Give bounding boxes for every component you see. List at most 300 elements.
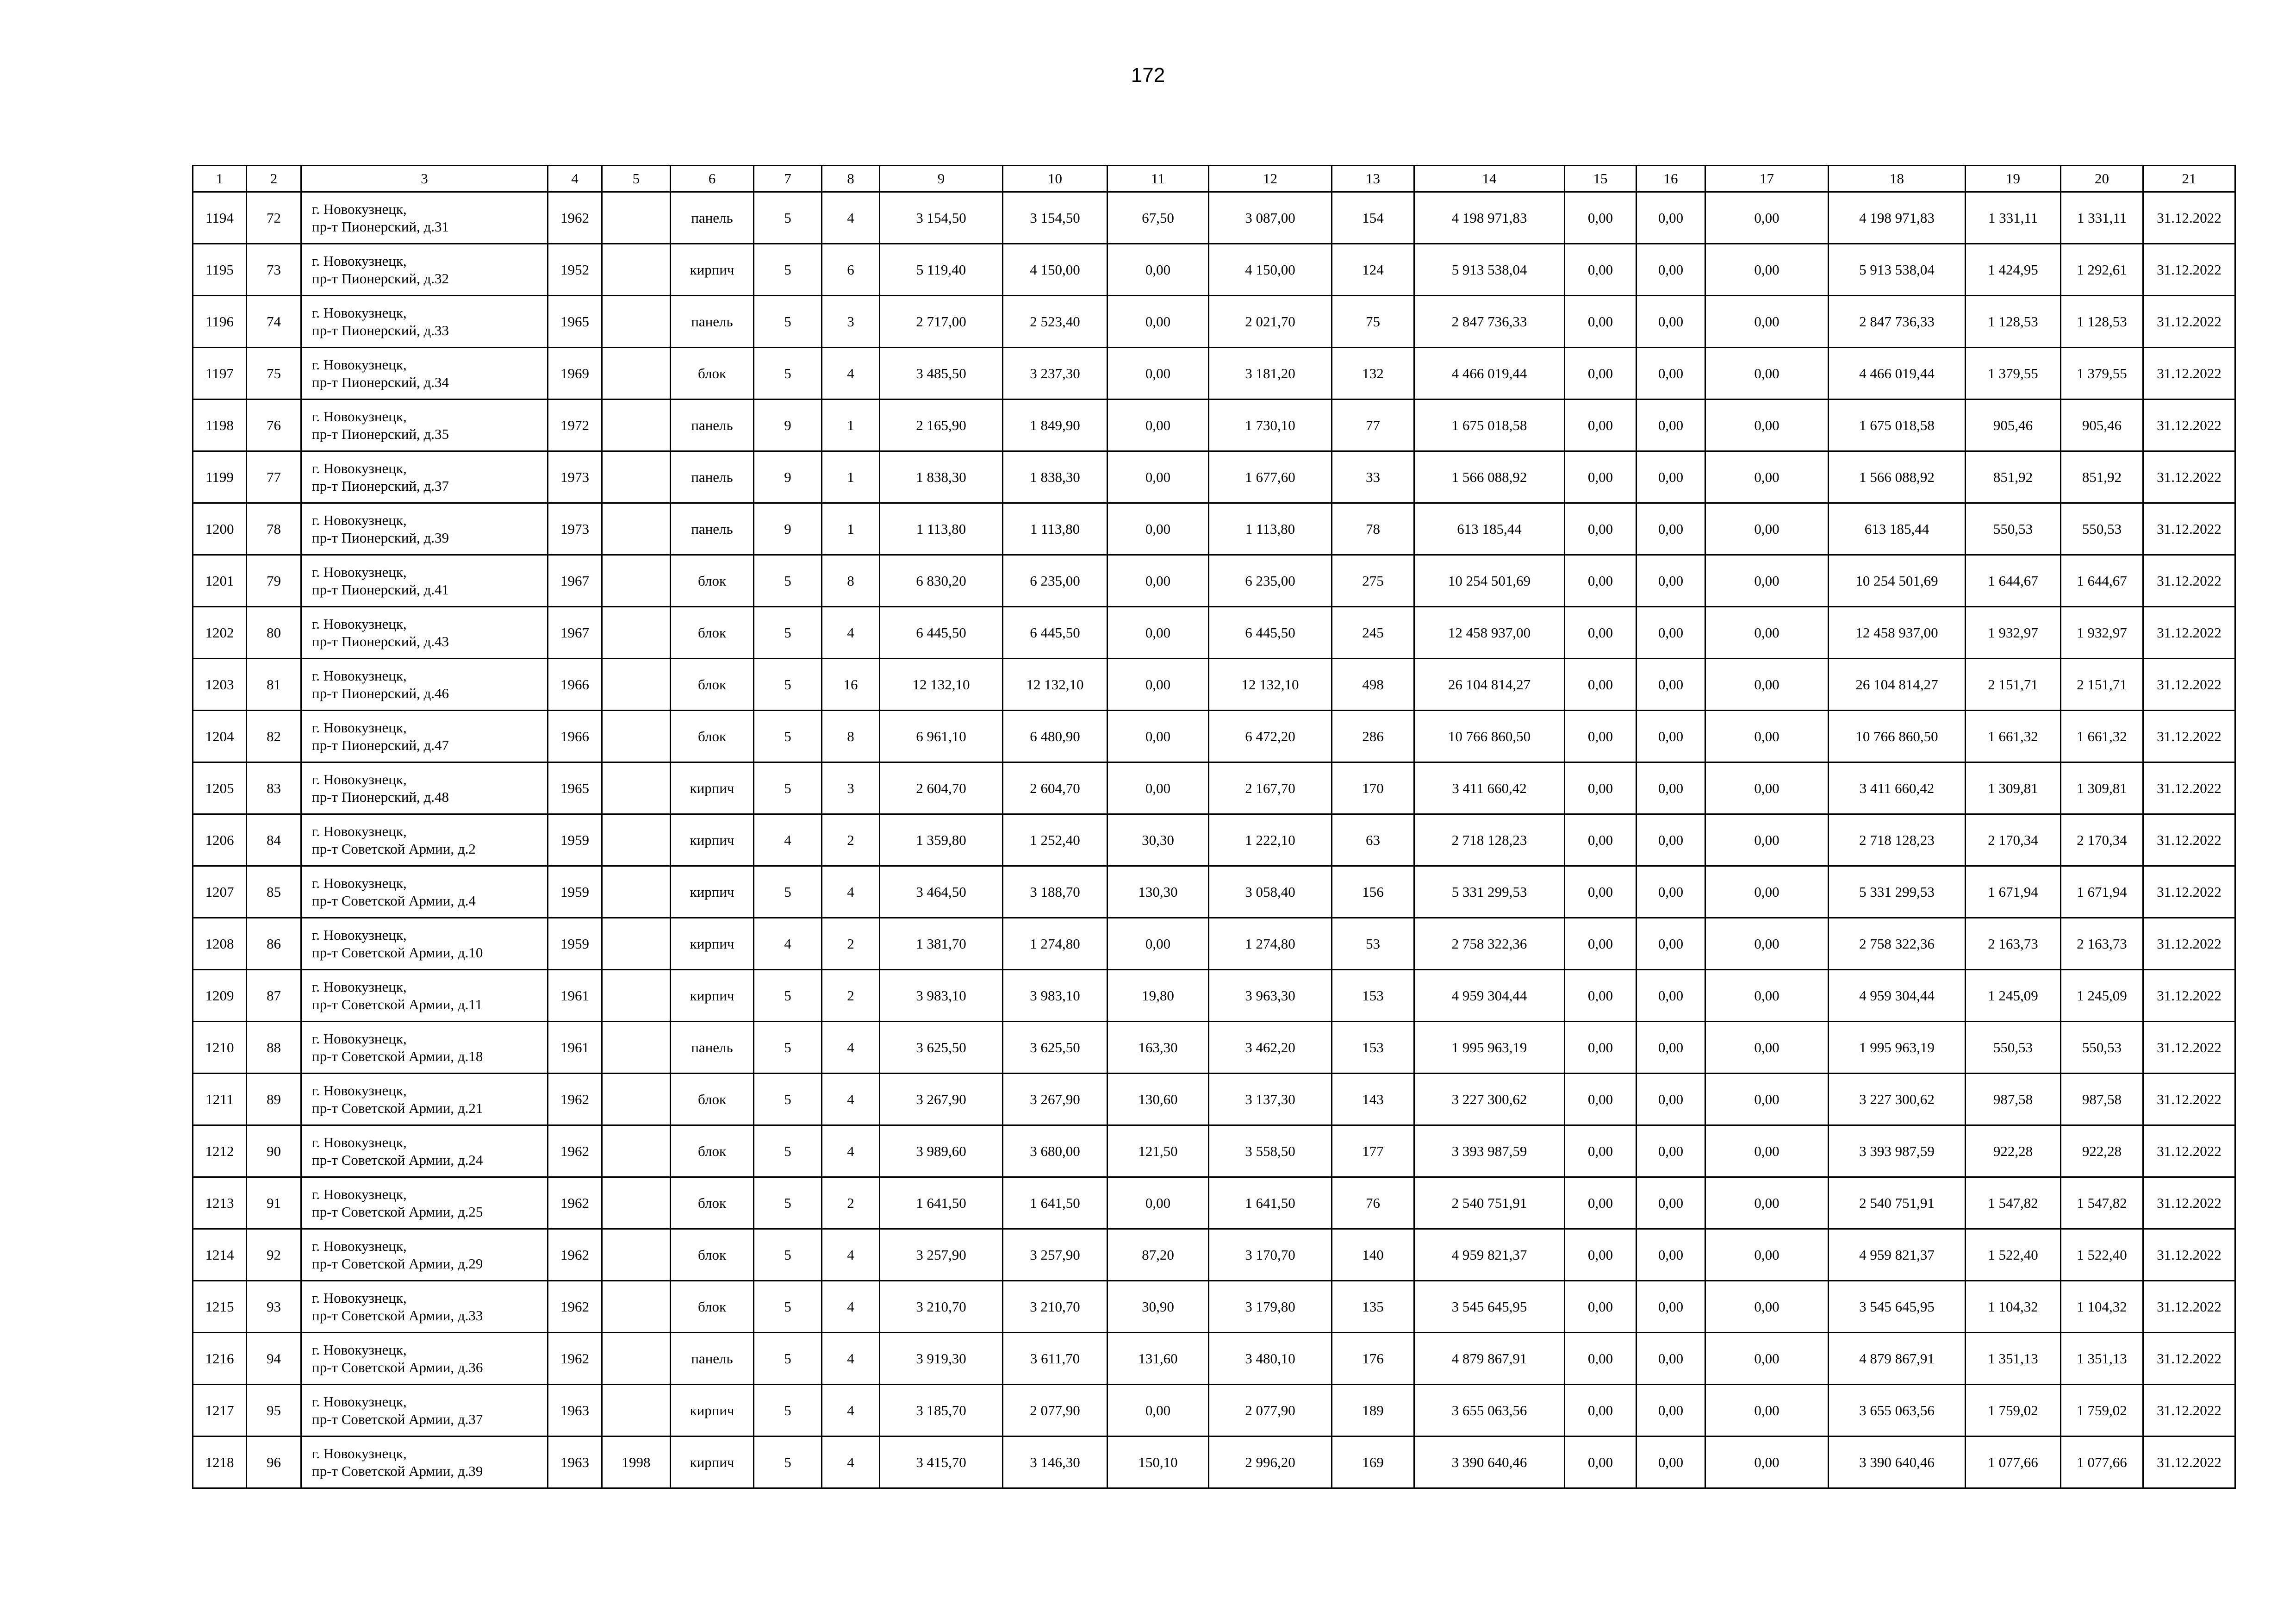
limit-cost-cell: 1 309,81 [2061,762,2143,814]
total-area-cell: 1 381,70 [880,918,1003,970]
premises-area-cell: 12 132,10 [1003,659,1108,711]
local-number-cell: 95 [247,1385,301,1437]
build-year-cell: 1966 [548,659,602,711]
build-year-cell: 1961 [548,970,602,1022]
total-cost-cell: 1 995 963,19 [1414,1022,1565,1074]
specific-cost-cell: 1 661,32 [1966,711,2061,762]
residents-cell: 275 [1332,555,1414,607]
address-street: пр-т Советской Армии, д.36 [312,1359,483,1375]
premises-area-cell: 3 983,10 [1003,970,1108,1022]
address-street: пр-т Пионерский, д.46 [312,685,449,701]
build-year-cell: 1963 [548,1385,602,1437]
reg-number-cell: 1212 [193,1125,247,1177]
address-city: г. Новокузнецк, [312,1289,407,1306]
specific-cost-cell: 1 309,81 [1966,762,2061,814]
residential-area-cell: 3 462,20 [1209,1022,1332,1074]
total-cost-cell: 5 331 299,53 [1414,866,1565,918]
deadline-cell: 31.12.2022 [2143,451,2235,503]
col-15-value-cell: 0,00 [1565,451,1636,503]
table-row [193,918,2235,970]
table-row [193,451,2235,503]
build-year-cell: 1973 [548,451,602,503]
total-cost-cell: 10 254 501,69 [1414,555,1565,607]
total-area-cell: 2 717,00 [880,296,1003,348]
col-15-value-cell: 0,00 [1565,762,1636,814]
table-row [193,1333,2235,1385]
floors-cell: 5 [754,866,822,918]
col-15-value-cell: 0,00 [1565,918,1636,970]
premises-area-cell: 3 237,30 [1003,348,1108,400]
residents-cell: 189 [1332,1385,1414,1437]
wall-material-cell: кирпич [671,244,754,296]
table-row [193,296,2235,348]
total-cost-cell: 5 913 538,04 [1414,244,1565,296]
owners-funds-cell: 4 959 821,37 [1829,1229,1966,1281]
col-16-value-cell: 0,00 [1636,555,1705,607]
col-15-value-cell: 0,00 [1565,814,1636,866]
address-cell [301,970,548,1022]
address-cell [301,659,548,711]
address-cell [301,192,548,244]
total-area-cell: 3 210,70 [880,1281,1003,1333]
address-cell [301,1437,548,1488]
residential-area-cell: 3 170,70 [1209,1229,1332,1281]
residential-area-cell: 1 113,80 [1209,503,1332,555]
col-16-value-cell: 0,00 [1636,814,1705,866]
limit-cost-cell: 1 759,02 [2061,1385,2143,1437]
owners-funds-cell: 12 458 937,00 [1829,607,1966,659]
specific-cost-cell: 2 170,34 [1966,814,2061,866]
address-city: г. Новокузнецк, [312,1186,407,1202]
address-city: г. Новокузнецк, [312,1134,407,1150]
deadline-cell: 31.12.2022 [2143,1385,2235,1437]
floors-cell: 4 [754,918,822,970]
residential-area-cell: 3 087,00 [1209,192,1332,244]
total-area-cell: 2 604,70 [880,762,1003,814]
premises-area-cell: 3 146,30 [1003,1437,1108,1488]
specific-cost-cell: 851,92 [1966,451,2061,503]
limit-cost-cell: 1 671,94 [2061,866,2143,918]
floors-cell: 9 [754,400,822,451]
local-number-cell: 91 [247,1177,301,1229]
reg-number-cell: 1195 [193,244,247,296]
local-number-cell: 89 [247,1074,301,1125]
column-header: 9 [880,166,1003,192]
deadline-cell: 31.12.2022 [2143,1022,2235,1074]
residential-area-cell: 6 235,00 [1209,555,1332,607]
entrances-cell: 1 [822,503,880,555]
floors-cell: 5 [754,659,822,711]
col-16-value-cell: 0,00 [1636,1281,1705,1333]
reg-number-cell: 1210 [193,1022,247,1074]
total-cost-cell: 1 675 018,58 [1414,400,1565,451]
total-area-cell: 12 132,10 [880,659,1003,711]
local-number-cell: 96 [247,1437,301,1488]
residential-area-cell: 1 730,10 [1209,400,1332,451]
address-cell [301,866,548,918]
limit-cost-cell: 2 163,73 [2061,918,2143,970]
col-17-value-cell: 0,00 [1705,762,1829,814]
residential-area-cell: 1 677,60 [1209,451,1332,503]
floors-cell: 5 [754,192,822,244]
build-year-cell: 1967 [548,607,602,659]
address-city: г. Новокузнецк, [312,1445,407,1462]
reg-number-cell: 1196 [193,296,247,348]
residents-cell: 153 [1332,970,1414,1022]
address-street: пр-т Советской Армии, д.10 [312,944,483,961]
total-area-cell: 3 485,50 [880,348,1003,400]
col-16-value-cell: 0,00 [1636,711,1705,762]
col-17-value-cell: 0,00 [1705,970,1829,1022]
col-16-value-cell: 0,00 [1636,400,1705,451]
column-header: 13 [1332,166,1414,192]
owners-funds-cell: 2 540 751,91 [1829,1177,1966,1229]
address-city: г. Новокузнецк, [312,1030,407,1047]
residential-area-cell: 3 137,30 [1209,1074,1332,1125]
floors-cell: 5 [754,1385,822,1437]
col-17-value-cell: 0,00 [1705,1385,1829,1437]
wall-material-cell: кирпич [671,970,754,1022]
renovation-year-cell [602,659,671,711]
entrances-cell: 4 [822,866,880,918]
table-row [193,1229,2235,1281]
area-11-cell: 131,60 [1108,1333,1209,1385]
entrances-cell: 4 [822,1385,880,1437]
area-11-cell: 0,00 [1108,762,1209,814]
col-15-value-cell: 0,00 [1565,400,1636,451]
total-cost-cell: 3 411 660,42 [1414,762,1565,814]
area-11-cell: 0,00 [1108,711,1209,762]
residential-area-cell: 2 996,20 [1209,1437,1332,1488]
col-15-value-cell: 0,00 [1565,192,1636,244]
address-street: пр-т Пионерский, д.34 [312,374,449,390]
deadline-cell: 31.12.2022 [2143,1177,2235,1229]
entrances-cell: 8 [822,555,880,607]
address-city: г. Новокузнецк, [312,1237,407,1254]
local-number-cell: 84 [247,814,301,866]
specific-cost-cell: 1 379,55 [1966,348,2061,400]
specific-cost-cell: 2 163,73 [1966,918,2061,970]
table-body [193,192,2235,1488]
address-city: г. Новокузнецк, [312,563,407,580]
area-11-cell: 121,50 [1108,1125,1209,1177]
specific-cost-cell: 1 128,53 [1966,296,2061,348]
table-row [193,970,2235,1022]
table-row [193,1281,2235,1333]
wall-material-cell: блок [671,1229,754,1281]
area-11-cell: 87,20 [1108,1229,1209,1281]
area-11-cell: 19,80 [1108,970,1209,1022]
local-number-cell: 76 [247,400,301,451]
owners-funds-cell: 10 254 501,69 [1829,555,1966,607]
deadline-cell: 31.12.2022 [2143,814,2235,866]
col-16-value-cell: 0,00 [1636,1177,1705,1229]
col-17-value-cell: 0,00 [1705,711,1829,762]
owners-funds-cell: 26 104 814,27 [1829,659,1966,711]
address-cell [301,555,548,607]
area-11-cell: 67,50 [1108,192,1209,244]
renovation-year-cell [602,503,671,555]
column-header: 12 [1209,166,1332,192]
total-cost-cell: 10 766 860,50 [1414,711,1565,762]
column-header: 14 [1414,166,1565,192]
col-16-value-cell: 0,00 [1636,1229,1705,1281]
col-15-value-cell: 0,00 [1565,348,1636,400]
renovation-year-cell [602,244,671,296]
address-cell [301,400,548,451]
entrances-cell: 16 [822,659,880,711]
owners-funds-cell: 3 655 063,56 [1829,1385,1966,1437]
specific-cost-cell: 905,46 [1966,400,2061,451]
table-row [193,1074,2235,1125]
specific-cost-cell: 1 104,32 [1966,1281,2061,1333]
renovation-year-cell [602,1125,671,1177]
owners-funds-cell: 3 545 645,95 [1829,1281,1966,1333]
address-city: г. Новокузнецк, [312,200,407,217]
build-year-cell: 1959 [548,918,602,970]
area-11-cell: 0,00 [1108,1385,1209,1437]
renovation-year-cell [602,192,671,244]
total-area-cell: 2 165,90 [880,400,1003,451]
wall-material-cell: панель [671,296,754,348]
build-year-cell: 1967 [548,555,602,607]
col-15-value-cell: 0,00 [1565,555,1636,607]
specific-cost-cell: 922,28 [1966,1125,2061,1177]
renovation-year-cell: 1998 [602,1437,671,1488]
wall-material-cell: блок [671,348,754,400]
owners-funds-cell: 2 718 128,23 [1829,814,1966,866]
table-row [193,348,2235,400]
col-15-value-cell: 0,00 [1565,1281,1636,1333]
residential-area-cell: 3 181,20 [1209,348,1332,400]
address-street: пр-т Пионерский, д.31 [312,218,449,235]
address-city: г. Новокузнецк, [312,1082,407,1099]
col-16-value-cell: 0,00 [1636,296,1705,348]
area-11-cell: 30,90 [1108,1281,1209,1333]
floors-cell: 5 [754,970,822,1022]
reg-number-cell: 1200 [193,503,247,555]
address-cell [301,348,548,400]
premises-area-cell: 4 150,00 [1003,244,1108,296]
owners-funds-cell: 2 847 736,33 [1829,296,1966,348]
col-16-value-cell: 0,00 [1636,244,1705,296]
residents-cell: 170 [1332,762,1414,814]
total-cost-cell: 2 540 751,91 [1414,1177,1565,1229]
entrances-cell: 4 [822,1229,880,1281]
residents-cell: 154 [1332,192,1414,244]
address-city: г. Новокузнецк, [312,615,407,632]
residential-area-cell: 2 021,70 [1209,296,1332,348]
table-row [193,711,2235,762]
wall-material-cell: панель [671,192,754,244]
col-16-value-cell: 0,00 [1636,503,1705,555]
total-cost-cell: 4 959 821,37 [1414,1229,1565,1281]
deadline-cell: 31.12.2022 [2143,711,2235,762]
col-16-value-cell: 0,00 [1636,659,1705,711]
column-header: 8 [822,166,880,192]
local-number-cell: 73 [247,244,301,296]
wall-material-cell: кирпич [671,1437,754,1488]
reg-number-cell: 1209 [193,970,247,1022]
col-16-value-cell: 0,00 [1636,866,1705,918]
premises-area-cell: 1 113,80 [1003,503,1108,555]
residential-area-cell: 3 558,50 [1209,1125,1332,1177]
col-17-value-cell: 0,00 [1705,1022,1829,1074]
specific-cost-cell: 1 932,97 [1966,607,2061,659]
owners-funds-cell: 4 879 867,91 [1829,1333,1966,1385]
residents-cell: 63 [1332,814,1414,866]
col-17-value-cell: 0,00 [1705,1177,1829,1229]
premises-area-cell: 2 523,40 [1003,296,1108,348]
col-15-value-cell: 0,00 [1565,1437,1636,1488]
limit-cost-cell: 1 292,61 [2061,244,2143,296]
col-16-value-cell: 0,00 [1636,451,1705,503]
column-header: 18 [1829,166,1966,192]
deadline-cell: 31.12.2022 [2143,866,2235,918]
premises-area-cell: 1 274,80 [1003,918,1108,970]
col-15-value-cell: 0,00 [1565,1333,1636,1385]
wall-material-cell: кирпич [671,762,754,814]
address-cell [301,1074,548,1125]
floors-cell: 9 [754,503,822,555]
address-street: пр-т Советской Армии, д.4 [312,892,476,909]
col-15-value-cell: 0,00 [1565,296,1636,348]
deadline-cell: 31.12.2022 [2143,1125,2235,1177]
wall-material-cell: панель [671,451,754,503]
limit-cost-cell: 2 170,34 [2061,814,2143,866]
local-number-cell: 79 [247,555,301,607]
col-15-value-cell: 0,00 [1565,970,1636,1022]
limit-cost-cell: 1 128,53 [2061,296,2143,348]
total-cost-cell: 2 847 736,33 [1414,296,1565,348]
local-number-cell: 86 [247,918,301,970]
deadline-cell: 31.12.2022 [2143,296,2235,348]
residential-area-cell: 12 132,10 [1209,659,1332,711]
entrances-cell: 6 [822,244,880,296]
address-city: г. Новокузнецк, [312,1341,407,1358]
header-row [193,166,2235,192]
col-17-value-cell: 0,00 [1705,296,1829,348]
entrances-cell: 3 [822,296,880,348]
premises-area-cell: 1 849,90 [1003,400,1108,451]
address-city: г. Новокузнецк, [312,304,407,321]
table-row [193,607,2235,659]
address-street: пр-т Пионерский, д.32 [312,270,449,287]
reg-number-cell: 1194 [193,192,247,244]
table-row [193,192,2235,244]
col-15-value-cell: 0,00 [1565,1022,1636,1074]
limit-cost-cell: 550,53 [2061,503,2143,555]
owners-funds-cell: 2 758 322,36 [1829,918,1966,970]
col-15-value-cell: 0,00 [1565,1229,1636,1281]
col-17-value-cell: 0,00 [1705,1437,1829,1488]
col-16-value-cell: 0,00 [1636,607,1705,659]
premises-area-cell: 6 445,50 [1003,607,1108,659]
address-street: пр-т Советской Армии, д.33 [312,1307,483,1324]
renovation-year-cell [602,296,671,348]
address-cell [301,1177,548,1229]
table-row [193,1022,2235,1074]
table-row [193,866,2235,918]
reg-number-cell: 1206 [193,814,247,866]
area-11-cell: 30,30 [1108,814,1209,866]
col-17-value-cell: 0,00 [1705,1281,1829,1333]
entrances-cell: 4 [822,1074,880,1125]
entrances-cell: 8 [822,711,880,762]
renovation-year-cell [602,1177,671,1229]
floors-cell: 9 [754,451,822,503]
build-year-cell: 1965 [548,762,602,814]
deadline-cell: 31.12.2022 [2143,918,2235,970]
wall-material-cell: панель [671,503,754,555]
renovation-year-cell [602,1229,671,1281]
local-number-cell: 92 [247,1229,301,1281]
table-header [193,166,2235,192]
address-city: г. Новокузнецк, [312,408,407,425]
column-header: 10 [1003,166,1108,192]
wall-material-cell: кирпич [671,1385,754,1437]
specific-cost-cell: 987,58 [1966,1074,2061,1125]
local-number-cell: 87 [247,970,301,1022]
specific-cost-cell: 2 151,71 [1966,659,2061,711]
wall-material-cell: блок [671,1074,754,1125]
residential-area-cell: 3 480,10 [1209,1333,1332,1385]
total-area-cell: 3 989,60 [880,1125,1003,1177]
area-11-cell: 0,00 [1108,1177,1209,1229]
address-cell [301,451,548,503]
total-area-cell: 3 625,50 [880,1022,1003,1074]
build-year-cell: 1959 [548,866,602,918]
address-cell [301,296,548,348]
entrances-cell: 4 [822,348,880,400]
premises-area-cell: 6 480,90 [1003,711,1108,762]
area-11-cell: 130,30 [1108,866,1209,918]
address-city: г. Новокузнецк, [312,356,407,373]
col-15-value-cell: 0,00 [1565,503,1636,555]
floors-cell: 5 [754,1229,822,1281]
residential-area-cell: 6 445,50 [1209,607,1332,659]
premises-area-cell: 3 210,70 [1003,1281,1108,1333]
residents-cell: 176 [1332,1333,1414,1385]
address-street: пр-т Пионерский, д.37 [312,477,449,494]
residents-cell: 33 [1332,451,1414,503]
local-number-cell: 83 [247,762,301,814]
floors-cell: 5 [754,1281,822,1333]
area-11-cell: 0,00 [1108,659,1209,711]
specific-cost-cell: 1 671,94 [1966,866,2061,918]
floors-cell: 5 [754,348,822,400]
address-city: г. Новокузнецк, [312,1393,407,1410]
residential-area-cell: 1 222,10 [1209,814,1332,866]
local-number-cell: 82 [247,711,301,762]
owners-funds-cell: 1 675 018,58 [1829,400,1966,451]
wall-material-cell: блок [671,659,754,711]
address-street: пр-т Советской Армии, д.18 [312,1048,483,1064]
area-11-cell: 0,00 [1108,555,1209,607]
specific-cost-cell: 1 759,02 [1966,1385,2061,1437]
specific-cost-cell: 1 522,40 [1966,1229,2061,1281]
residents-cell: 245 [1332,607,1414,659]
deadline-cell: 31.12.2022 [2143,1437,2235,1488]
entrances-cell: 2 [822,814,880,866]
specific-cost-cell: 550,53 [1966,503,2061,555]
residential-area-cell: 6 472,20 [1209,711,1332,762]
specific-cost-cell: 1 424,95 [1966,244,2061,296]
residents-cell: 76 [1332,1177,1414,1229]
address-cell [301,1022,548,1074]
area-11-cell: 130,60 [1108,1074,1209,1125]
floors-cell: 5 [754,1333,822,1385]
